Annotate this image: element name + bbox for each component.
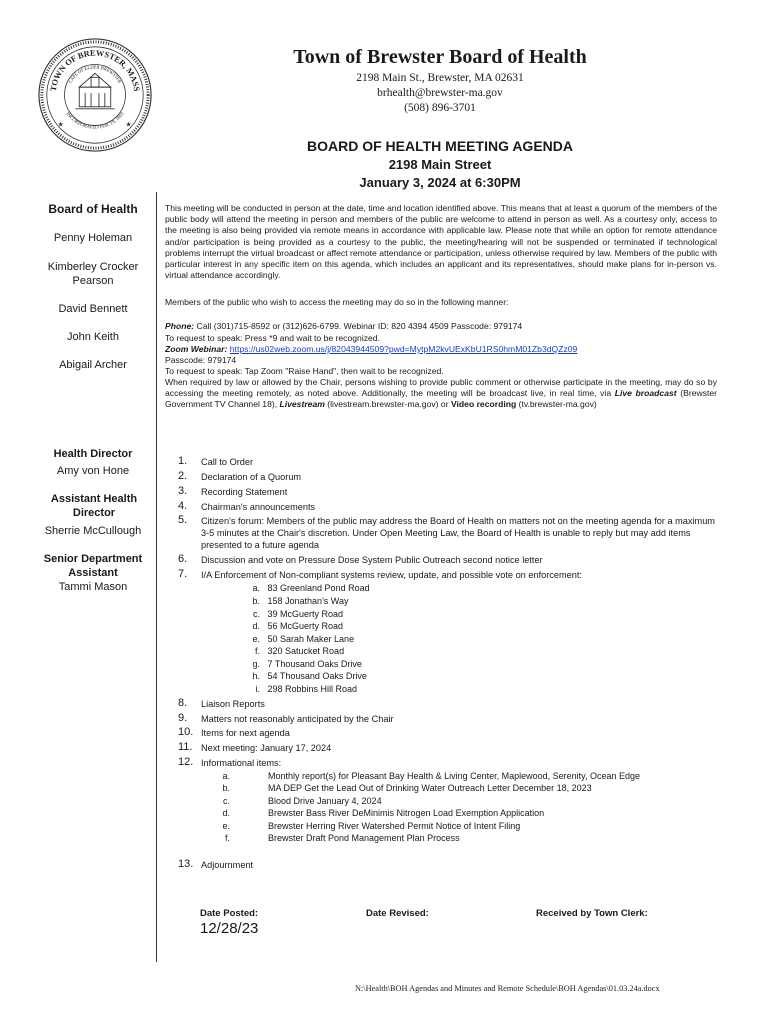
item-number: 3. bbox=[178, 485, 188, 497]
health-director-name: Amy von Hone bbox=[56, 465, 130, 477]
subitem-text: MA DEP Get the Lead Out of Drinking Water Outreach Letter December 18, 2023 bbox=[268, 783, 592, 793]
intro-paragraph: This meeting will be conducted in person at the date, time and location identified above. This means that at least a quorum of the members of the public body will attend the meeting in person and members of the public are welcome to attend in person as well. As a courtesy only, access to the meeting is also being provided via remote means in accordance with applicable law. Please note that while an option for remote attendance and/or participation is being provided as a courtesy to the public, the meeting/hearing will not be suspended or terminated if technological problems interrupt the virtual broadcast or affect remote attendance or participation, unless otherwise required by law. Members of the public with particular interest in any specific item on this agenda, which includes an applicant and its representatives, should make plans for in-person vs. virtual attendance accordingly. bbox=[165, 203, 717, 281]
item-number: 13. bbox=[178, 858, 194, 870]
item-number: 8. bbox=[178, 697, 188, 709]
subitem-text: 83 Greenland Pond Road bbox=[267, 583, 370, 593]
date-revised-label: Date Revised: bbox=[366, 908, 429, 919]
windmill-building-icon bbox=[75, 73, 114, 108]
item-number: 12. bbox=[178, 756, 194, 768]
phone-access bbox=[165, 321, 717, 332]
svg-text:CAPE OF ELDER BREWSTER bbox=[68, 64, 123, 84]
item-text: Citizen's forum: Members of the public may address the Board of Health on matters not on the meeting agenda for a maximum 3-5 minutes at the Chair's discretion. Under Open Meeting Law, the Board of Health is unable to reply but may add items presented to a future agenda bbox=[201, 516, 715, 550]
agenda-item bbox=[178, 485, 288, 497]
agenda-item bbox=[178, 741, 332, 753]
phone-details: Call (301)715-8592 or (312)626-6799. Webinar ID: 820 4394 4509 Passcode: 979174 bbox=[194, 321, 523, 331]
board-member: David Bennett bbox=[58, 303, 128, 315]
agenda-item bbox=[178, 470, 302, 482]
organization-phone: (508) 896-3701 bbox=[404, 102, 476, 114]
item-number: 10. bbox=[178, 726, 194, 738]
zoom-access bbox=[165, 344, 717, 355]
item-text: Discussion and vote on Pressure Dose System Public Outreach second notice letter bbox=[201, 555, 543, 565]
subitem-text: Brewster Herring River Watershed Permit Notice of Intent Filing bbox=[268, 821, 521, 831]
subitem-letter: f. bbox=[254, 646, 260, 656]
public-comment-text: (livestream.brewster-ma.gov) or bbox=[324, 399, 451, 410]
board-member: Penny Holeman bbox=[53, 232, 133, 244]
senior-assistant-name: Tammi Mason bbox=[58, 581, 128, 593]
item-text: Adjournment bbox=[201, 860, 254, 870]
info-subitem bbox=[210, 820, 521, 832]
public-comment-text: When required by law or allowed by the Chair, persons wishing to provide public comment or otherwise participate in the meeting, may do so by accessing the meeting remotely, as noted above. Additionally, the meeting will be broadcast live, in real time, via bbox=[165, 377, 717, 399]
agenda-item bbox=[178, 455, 254, 467]
svg-text:INCORPORATED FEB. 19, 1803 bbox=[64, 111, 125, 130]
subitem-text: 7 Thousand Oaks Drive bbox=[267, 659, 362, 669]
item-text: Matters not reasonably anticipated by the Chair bbox=[201, 714, 394, 724]
agenda-item bbox=[178, 726, 290, 738]
subitem-text: 39 McGuerty Road bbox=[267, 609, 344, 619]
info-subitem bbox=[210, 807, 545, 819]
subitem-letter: c. bbox=[222, 796, 230, 806]
organization-address: 2198 Main St., Brewster, MA 02631 bbox=[356, 72, 524, 84]
subitem-letter: a. bbox=[252, 583, 260, 593]
subitem-letter: f. bbox=[224, 833, 230, 843]
agenda-item bbox=[178, 697, 265, 709]
subitem-text: 56 McGuerty Road bbox=[267, 621, 344, 631]
received-by-clerk-label: Received by Town Clerk: bbox=[536, 908, 648, 919]
subitem-text: Brewster Draft Pond Management Plan Process bbox=[268, 833, 460, 843]
item-number: 5. bbox=[178, 514, 188, 526]
public-comment-paragraph bbox=[165, 377, 717, 411]
zoom-label: Zoom Webinar: bbox=[165, 344, 228, 354]
agenda-item bbox=[178, 712, 394, 724]
town-seal bbox=[36, 36, 154, 154]
zoom-link[interactable]: https://us02web.zoom.us/j/82043944509?pwd=MytpM2kvUExKbU1RS0hmM01Zb3dQZz09 bbox=[229, 344, 578, 354]
enforcement-subitem bbox=[240, 608, 343, 620]
subitem-letter: d. bbox=[252, 621, 260, 631]
speak-zoom: To request to speak: Tap Zoom "Raise Hand", then wait to be recognized. bbox=[165, 366, 444, 376]
seal-bottom-text: INCORPORATED FEB. 19, 1803 bbox=[64, 111, 126, 131]
live-broadcast-label: Live broadcast bbox=[614, 388, 677, 399]
item-text: I/A Enforcement of Non-compliant systems review, update, and possible vote on enforcement: bbox=[201, 570, 582, 580]
item-text: Items for next agenda bbox=[201, 728, 290, 738]
subitem-text: Blood Drive January 4, 2024 bbox=[268, 796, 382, 806]
item-number: 4. bbox=[178, 500, 188, 512]
info-subitem bbox=[210, 832, 460, 844]
svg-text:TOWN OF BREWSTER, MASS bbox=[49, 49, 141, 93]
enforcement-subitem bbox=[240, 645, 344, 657]
info-subitem bbox=[210, 795, 382, 807]
assistant-director-name: Sherrie McCullough bbox=[44, 525, 142, 537]
item-text: Call to Order bbox=[201, 457, 254, 467]
item-text: Chairman's announcements bbox=[201, 502, 316, 512]
subitem-letter: e. bbox=[252, 634, 260, 644]
enforcement-subitem bbox=[240, 582, 370, 594]
svg-text:★: ★ bbox=[57, 121, 64, 129]
board-member: Abigail Archer bbox=[59, 359, 127, 371]
zoom-passcode: Passcode: 979174 bbox=[165, 355, 237, 365]
subitem-letter: b. bbox=[252, 596, 260, 606]
health-director-title: Health Director bbox=[53, 448, 133, 460]
enforcement-subitem bbox=[240, 633, 354, 645]
subitem-text: 320 Satucket Road bbox=[267, 646, 345, 656]
item-number: 1. bbox=[178, 455, 188, 467]
subitem-letter: g. bbox=[252, 659, 260, 669]
file-path: N:\Health\BOH Agendas and Minutes and Remote Schedule\BOH Agendas\01.03.24a.docx bbox=[355, 984, 660, 993]
assistant-director-title: Assistant Health Director bbox=[50, 493, 138, 519]
subitem-letter: i. bbox=[255, 684, 260, 694]
speak-phone: To request to speak: Press *9 and wait to be recognized. bbox=[165, 333, 380, 343]
item-number: 9. bbox=[178, 712, 188, 724]
agenda-date: January 3, 2024 at 6:30PM bbox=[359, 175, 521, 190]
access-paragraph: Members of the public who wish to access the meeting may do so in the following manner: bbox=[165, 297, 509, 307]
item-number: 6. bbox=[178, 553, 188, 565]
enforcement-subitem bbox=[240, 670, 367, 682]
public-comment-text: (tv.brewster-ma.gov) bbox=[516, 399, 597, 410]
info-subitem bbox=[210, 770, 641, 782]
item-number: 11. bbox=[178, 741, 193, 753]
subitem-letter: b. bbox=[222, 783, 230, 793]
subitem-text: 50 Sarah Maker Lane bbox=[267, 634, 355, 644]
item-number: 7. bbox=[178, 568, 188, 580]
subitem-letter: e. bbox=[222, 821, 230, 831]
senior-assistant-title: Senior Department Assistant bbox=[43, 553, 143, 579]
item-text: Recording Statement bbox=[201, 487, 288, 497]
subitem-text: Monthly report(s) for Pleasant Bay Health & Living Center, Maplewood, Serenity, Ocean Edge bbox=[268, 771, 641, 781]
seal-top-text: TOWN OF BREWSTER, MASS bbox=[48, 48, 142, 92]
phone-label: Phone: bbox=[165, 321, 195, 331]
livestream-label: Livestream bbox=[279, 399, 325, 410]
svg-text:★: ★ bbox=[125, 121, 132, 129]
enforcement-subitem bbox=[240, 658, 362, 670]
video-recording-label: Video recording bbox=[450, 399, 517, 410]
organization-email: brhealth@brewster-ma.gov bbox=[377, 87, 503, 99]
agenda-item bbox=[178, 756, 282, 768]
enforcement-subitem bbox=[240, 620, 343, 632]
item-text: Declaration of a Quorum bbox=[201, 472, 302, 482]
agenda-location: 2198 Main Street bbox=[388, 157, 492, 172]
agenda-item bbox=[178, 514, 715, 550]
item-text: Informational items: bbox=[201, 758, 282, 768]
date-posted-label: Date Posted: bbox=[200, 908, 259, 919]
agenda-item bbox=[178, 858, 254, 870]
agenda-title: BOARD OF HEALTH MEETING AGENDA bbox=[307, 138, 573, 154]
public-comment-text: (Brewster Government TV Channel 18), bbox=[165, 388, 718, 410]
seal-inner-text: CAPE OF ELDER BREWSTER bbox=[67, 64, 123, 84]
enforcement-subitem bbox=[240, 595, 348, 607]
subitem-text: 298 Robbins Hill Road bbox=[267, 684, 358, 694]
info-subitem bbox=[210, 782, 592, 794]
subitem-letter: a. bbox=[222, 771, 230, 781]
agenda-item bbox=[178, 553, 543, 565]
board-member: Kimberley Crocker Pearson bbox=[47, 261, 139, 287]
subitem-text: 54 Thousand Oaks Drive bbox=[267, 671, 367, 681]
sidebar-divider bbox=[156, 192, 157, 962]
agenda-item bbox=[178, 568, 582, 580]
subitem-letter: d. bbox=[222, 808, 230, 818]
enforcement-subitem bbox=[240, 683, 357, 695]
subitem-letter: c. bbox=[252, 609, 260, 619]
item-text: Next meeting: January 17, 2024 bbox=[201, 743, 332, 753]
board-heading: Board of Health bbox=[48, 202, 138, 216]
item-number: 2. bbox=[178, 470, 188, 482]
agenda-item bbox=[178, 500, 316, 512]
subitem-letter: h. bbox=[252, 671, 260, 681]
date-posted-value: 12/28/23 bbox=[200, 920, 259, 937]
board-member: John Keith bbox=[67, 331, 119, 343]
subitem-text: Brewster Bass River DeMinimis Nitrogen Load Exemption Application bbox=[268, 808, 545, 818]
item-text: Liaison Reports bbox=[201, 699, 265, 709]
subitem-text: 158 Jonathan's Way bbox=[267, 596, 349, 606]
organization-title: Town of Brewster Board of Health bbox=[293, 46, 587, 68]
